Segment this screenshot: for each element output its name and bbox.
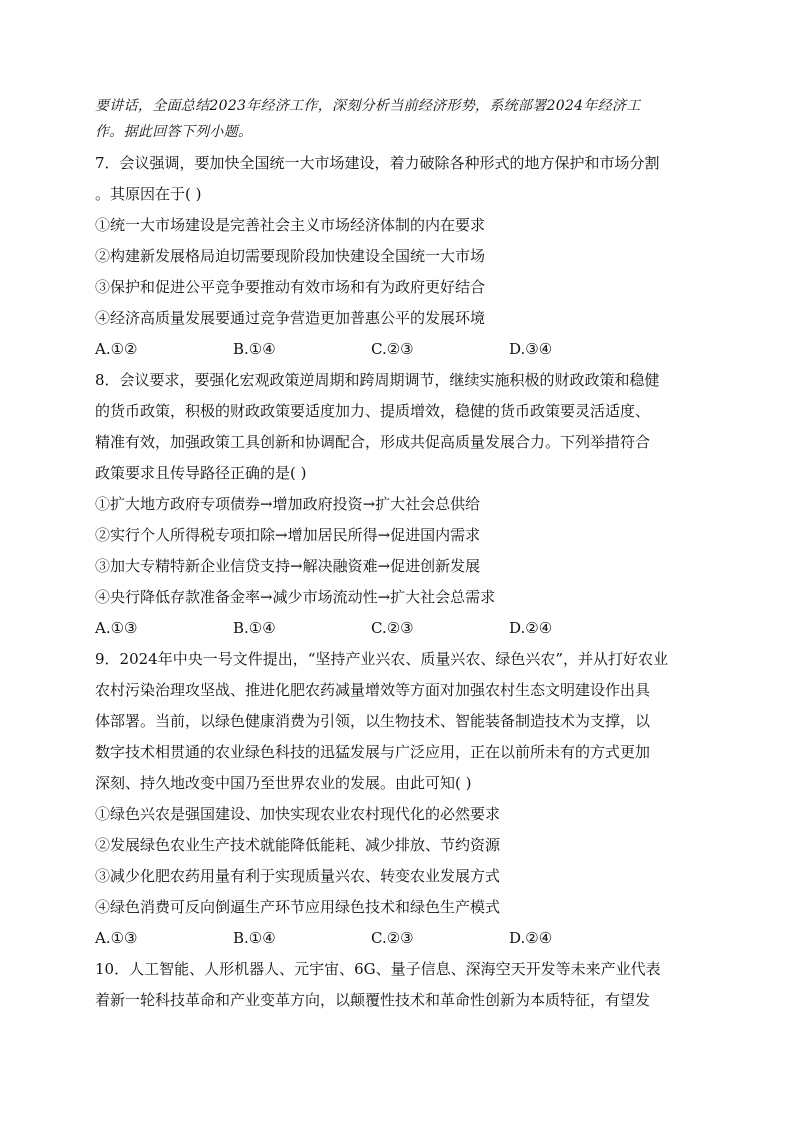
stem-line: 深刻、持久地改变中国乃至世界农业的发展。由此可知( ) (95, 774, 472, 792)
statement-option: ②发展绿色农业生产技术就能降低能耗、减少排放、节约资源 (95, 836, 501, 854)
question-stem (95, 365, 700, 489)
choice-a[interactable]: A.①③ (95, 619, 138, 637)
statement-option: ③减少化肥农药用量有利于实现质量兴农、转变农业发展方式 (95, 867, 501, 885)
choice-c[interactable]: C.②③ (371, 340, 414, 358)
statement-option: ④绿色消费可反向倒逼生产环节应用绿色技术和绿色生产模式 (95, 898, 501, 916)
statement-option: ③加大专精特新企业信贷支持→解决融资难→促进创新发展 (95, 557, 481, 575)
answer-choices (95, 613, 700, 644)
statement-option: ①统一大市场建设是完善社会主义市场经济体制的内在要求 (95, 216, 486, 234)
choice-c[interactable]: C.②③ (371, 929, 414, 947)
question-9 (95, 644, 700, 954)
stem-line: 7．会议强调，要加快全国统一大市场建设，着力破除各种形式的地方保护和市场分割 (95, 154, 660, 172)
question-10 (95, 954, 700, 1016)
choice-b[interactable]: B.①④ (233, 340, 276, 358)
choice-d[interactable]: D.②④ (509, 619, 553, 637)
answer-choices (95, 923, 700, 954)
answer-choices (95, 334, 700, 365)
choice-d[interactable]: D.②④ (509, 929, 553, 947)
statement-option: ④经济高质量发展要通过竞争营造更加普惠公平的发展环境 (95, 309, 486, 327)
question-stem (95, 954, 700, 1016)
intro-line: 作。据此回答下列小题。 (95, 124, 253, 140)
stem-line: 着新一轮科技革命和产业变革方向，以颠覆性技术和革命性创新为本质特征，有望发 (95, 991, 651, 1009)
stem-line: 体部署。当前，以绿色健康消费为引领，以生物技术、智能装备制造技术为支撑，以 (95, 712, 651, 730)
question-stem (95, 644, 700, 799)
stem-line: 。其原因在于( ) (95, 185, 202, 203)
stem-line: 10．人工智能、人形机器人、元宇宙、6G、量子信息、深海空天开发等未来产业代表 (95, 960, 661, 978)
choice-a[interactable]: A.①② (95, 340, 138, 358)
statement-option: ②构建新发展格局迫切需要现阶段加快建设全国统一大市场 (95, 247, 486, 265)
question-8 (95, 365, 700, 644)
statement-option: ③保护和促进公平竞争要推动有效市场和有为政府更好结合 (95, 278, 486, 296)
choice-d[interactable]: D.③④ (509, 340, 553, 358)
stem-line: 农村污染治理攻坚战、推进化肥农药减量增效等方面对加强农村生态文明建设作出具 (95, 681, 651, 699)
choice-a[interactable]: A.①③ (95, 929, 138, 947)
statement-option: ②实行个人所得税专项扣除→增加居民所得→促进国内需求 (95, 526, 481, 544)
intro-line: 要讲话，全面总结2023年经济工作，深刻分析当前经济形势，系统部署2024年经济工 (95, 98, 641, 114)
stem-line: 9．2024年中央一号文件提出，“坚持产业兴农、质量兴农、绿色兴农”，并从打好农业 (95, 650, 669, 668)
choice-b[interactable]: B.①④ (233, 619, 276, 637)
stem-line: 的货币政策，积极的财政政策要适度加力、提质增效，稳健的货币政策要灵活适度、 (95, 402, 651, 420)
statement-option: ④央行降低存款准备金率→减少市场流动性→扩大社会总需求 (95, 588, 496, 606)
choice-c[interactable]: C.②③ (371, 619, 414, 637)
stem-line: 精准有效，加强政策工具创新和协调配合，形成共促高质量发展合力。下列举措符合 (95, 433, 651, 451)
document-page (95, 93, 700, 1016)
choice-b[interactable]: B.①④ (233, 929, 276, 947)
intro-paragraph (95, 93, 700, 145)
stem-line: 数字技术相贯通的农业绿色科技的迅猛发展与广泛应用，正在以前所未有的方式更加 (95, 743, 651, 761)
statement-option: ①绿色兴农是强国建设、加快实现农业农村现代化的必然要求 (95, 805, 501, 823)
stem-line: 8．会议要求，要强化宏观政策逆周期和跨周期调节，继续实施积极的财政政策和稳健 (95, 371, 660, 389)
statement-option: ①扩大地方政府专项债券→增加政府投资→扩大社会总供给 (95, 495, 481, 513)
stem-line: 政策要求且传导路径正确的是( ) (95, 464, 307, 482)
question-7 (95, 148, 700, 365)
question-stem (95, 148, 700, 210)
